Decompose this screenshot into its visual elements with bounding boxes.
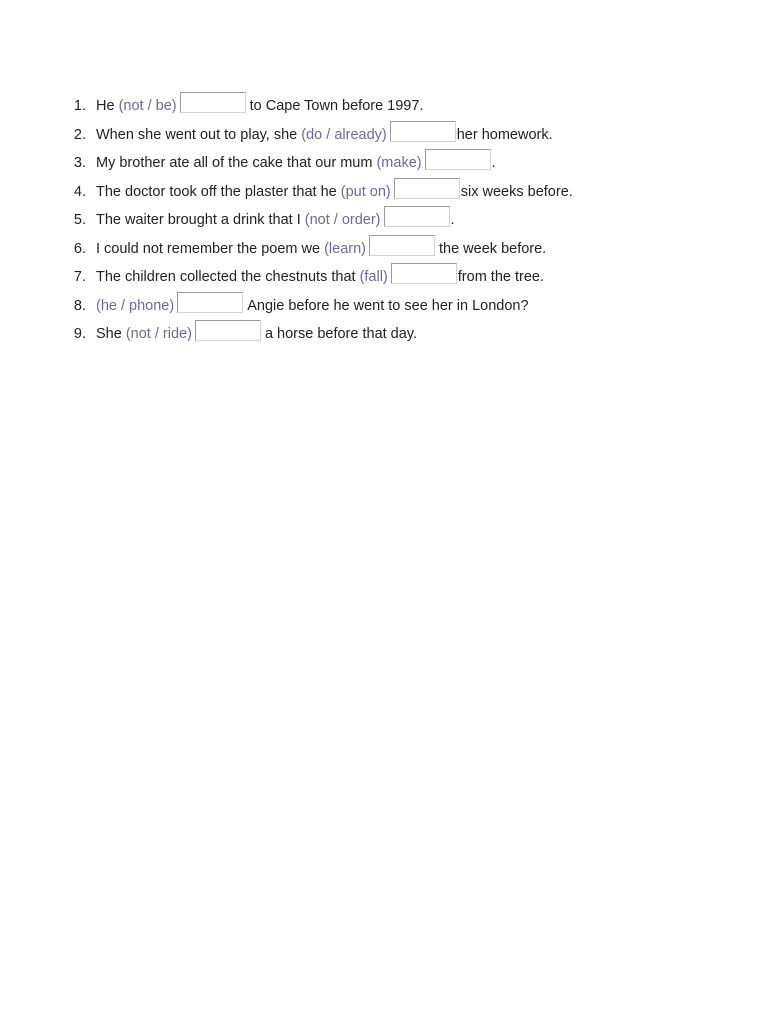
answer-field-1[interactable] <box>180 92 246 113</box>
answer-field-7[interactable] <box>391 263 457 284</box>
exercise-item-1 <box>62 90 742 119</box>
item-sentence <box>96 90 423 122</box>
item-number: 4. <box>73 183 86 200</box>
item-number: 1. <box>73 98 86 114</box>
item-sentence <box>96 290 529 322</box>
item-sentence <box>96 176 573 208</box>
sentence-after: . <box>491 155 496 171</box>
exercise-item-7 <box>62 261 742 290</box>
exercise-item-2 <box>62 119 742 148</box>
sentence-before: When she went out to play, she <box>96 126 298 143</box>
exercise-item-6 <box>62 233 742 262</box>
answer-field-2[interactable] <box>390 121 456 142</box>
answer-field-6[interactable] <box>369 235 435 256</box>
item-sentence <box>96 119 553 151</box>
item-number: 3. <box>73 155 86 171</box>
sentence-before: The waiter brought a drink that I <box>96 212 301 228</box>
exercise-list <box>62 90 742 347</box>
sentence-before: I could not remember the poem we <box>96 240 321 257</box>
answer-field-5[interactable] <box>384 206 450 227</box>
item-sentence <box>96 261 544 293</box>
item-sentence <box>96 147 496 179</box>
item-number: 8. <box>73 297 86 314</box>
sentence-after: six weeks before. <box>460 183 573 200</box>
item-sentence <box>96 233 546 265</box>
answer-field-3[interactable] <box>425 149 491 170</box>
verb-hint: (make) <box>376 155 422 171</box>
answer-field-8[interactable] <box>177 292 243 313</box>
item-number: 2. <box>73 126 86 143</box>
sentence-before: He <box>96 98 115 114</box>
item-number: 7. <box>73 269 86 285</box>
sentence-after: her homework. <box>456 126 553 143</box>
exercise-item-3 <box>62 147 742 176</box>
verb-hint: (not / ride) <box>125 326 192 342</box>
verb-hint: (not / order) <box>304 212 381 228</box>
verb-hint: (put on) <box>340 183 391 200</box>
sentence-after: the week before. <box>439 240 547 257</box>
item-number: 5. <box>73 212 86 228</box>
exercise-item-9 <box>62 318 742 347</box>
verb-hint: (he / phone) <box>96 297 175 314</box>
item-number: 6. <box>73 240 86 257</box>
sentence-after: to Cape Town before 1997. <box>249 98 424 114</box>
exercise-item-4 <box>62 176 742 205</box>
sentence-before: My brother ate all of the cake that our mum <box>96 155 373 171</box>
item-sentence <box>96 318 417 350</box>
exercise-item-5 <box>62 204 742 233</box>
sentence-after: from the tree. <box>457 269 545 285</box>
item-sentence <box>96 204 455 236</box>
sentence-after: a horse before that day. <box>264 326 418 342</box>
sentence-after: . <box>450 212 455 228</box>
sentence-after: Angie before he went to see her in London? <box>247 297 529 314</box>
answer-field-9[interactable] <box>195 320 261 341</box>
verb-hint: (not / be) <box>118 98 177 114</box>
sentence-before: She <box>96 326 122 342</box>
exercise-item-8 <box>62 290 742 319</box>
item-number: 9. <box>73 326 86 342</box>
verb-hint: (fall) <box>359 269 388 285</box>
answer-field-4[interactable] <box>394 178 460 199</box>
verb-hint: (learn) <box>324 240 366 257</box>
sentence-before: The doctor took off the plaster that he <box>96 183 337 200</box>
verb-hint: (do / already) <box>301 126 387 143</box>
sentence-before: The children collected the chestnuts that <box>96 269 356 285</box>
